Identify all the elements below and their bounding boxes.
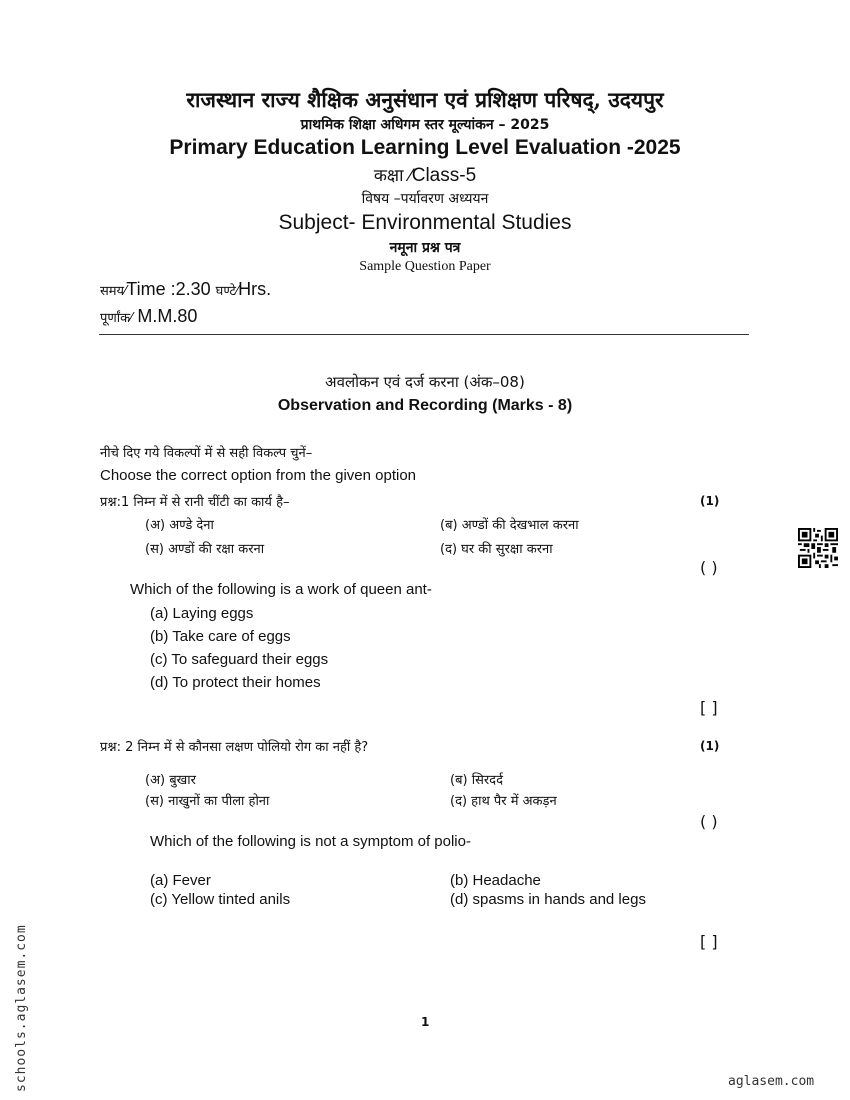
sample-paper-hindi: नमूना प्रश्न पत्र [389,240,461,256]
time-unit-english: Hrs. [238,279,272,299]
q1-option-en-b: (b) Take care of eggs [150,628,291,645]
page-number: 1 [421,1015,430,1029]
class-label-hindi: कक्षा ⁄ [373,166,412,186]
time-unit-hindi: घण्टे⁄ [215,284,239,299]
q1-option-hi-a: (अ) अण्डे देना [145,518,214,533]
side-watermark: schools.aglasem.com [14,924,29,1092]
q2-option-en-b: (b) Headache [450,872,541,889]
class-line [0,163,850,187]
class-label-english: Class-5 [411,165,477,186]
time-line [100,279,271,300]
q1-answer-bracket-english: [ ] [700,698,718,717]
subject-hindi: विषय –पर्यावरण अध्ययन [361,191,489,207]
q1-option-hi-c: (स) अण्डों की रक्षा करना [145,542,265,557]
instruction-english: Choose the correct option from the given option [100,467,417,484]
q2-text-hindi: प्रश्न: 2 निम्न में से कौनसा लक्षण पोलियो रोग का नहीं है? [100,740,369,755]
time-value: Time :2.30 [126,279,211,299]
q1-option-hi-d: (द) घर की सुरक्षा करना [440,542,553,557]
time-label-hindi: समय⁄ [100,284,127,299]
q2-option-hi-b: (ब) सिरदर्द [450,773,503,788]
q1-option-en-d: (d) To protect their homes [150,674,321,691]
q2-option-en-c: (c) Yellow tinted anils [150,891,291,908]
q2-answer-bracket-hindi: ( ) [700,812,718,831]
evaluation-title-hindi: प्राथमिक शिक्षा अधिगम स्तर मूल्यांकन – 2025 [300,117,550,133]
footer-watermark[interactable]: aglasem.com [728,1074,815,1089]
institution-title-hindi: राजस्थान राज्य शैक्षिक अनुसंधान एवं प्रशिक्षण परिषद्, उदयपुर [186,87,664,112]
q1-marks: (1) [700,494,720,508]
q1-answer-bracket-hindi: ( ) [700,558,718,577]
q2-option-hi-c: (स) नाखुनों का पीला होना [145,794,270,809]
section-title-english: Observation and Recording (Marks - 8) [277,397,573,414]
q2-text-english: Which of the following is not a symptom of polio- [150,833,471,850]
evaluation-title-english: Primary Education Learning Level Evaluation -2025 [169,136,681,159]
max-marks-line [100,306,197,327]
qr-code-icon[interactable] [798,528,838,568]
q2-marks: (1) [700,739,720,753]
instruction-hindi: नीचे दिए गये विकल्पों में से सही विकल्प चुनें– [100,446,313,461]
q1-option-en-c: (c) To safeguard their eggs [150,651,329,668]
q1-option-en-a: (a) Laying eggs [150,605,254,622]
q2-option-hi-a: (अ) बुखार [145,773,196,788]
sample-paper-english: Sample Question Paper [359,259,491,274]
section-title-hindi: अवलोकन एवं दर्ज करना (अंक–08) [325,373,525,391]
q1-text-english: Which of the following is a work of queen ant- [130,581,432,598]
q1-text-hindi: प्रश्न:1 निम्न में से रानी चींटी का कार्य है– [100,495,290,510]
max-marks-label-hindi: पूर्णांक⁄ [100,311,133,326]
header-divider [99,334,749,335]
q2-option-en-d: (d) spasms in hands and legs [450,891,646,908]
q2-option-hi-d: (द) हाथ पैर में अकड़न [450,794,557,809]
subject-english: Subject- Environmental Studies [278,211,572,234]
q2-option-en-a: (a) Fever [150,872,211,889]
q2-answer-bracket-english: [ ] [700,932,718,951]
max-marks-value: M.M.80 [137,306,198,326]
q1-option-hi-b: (ब) अण्डों की देखभाल करना [440,518,579,533]
